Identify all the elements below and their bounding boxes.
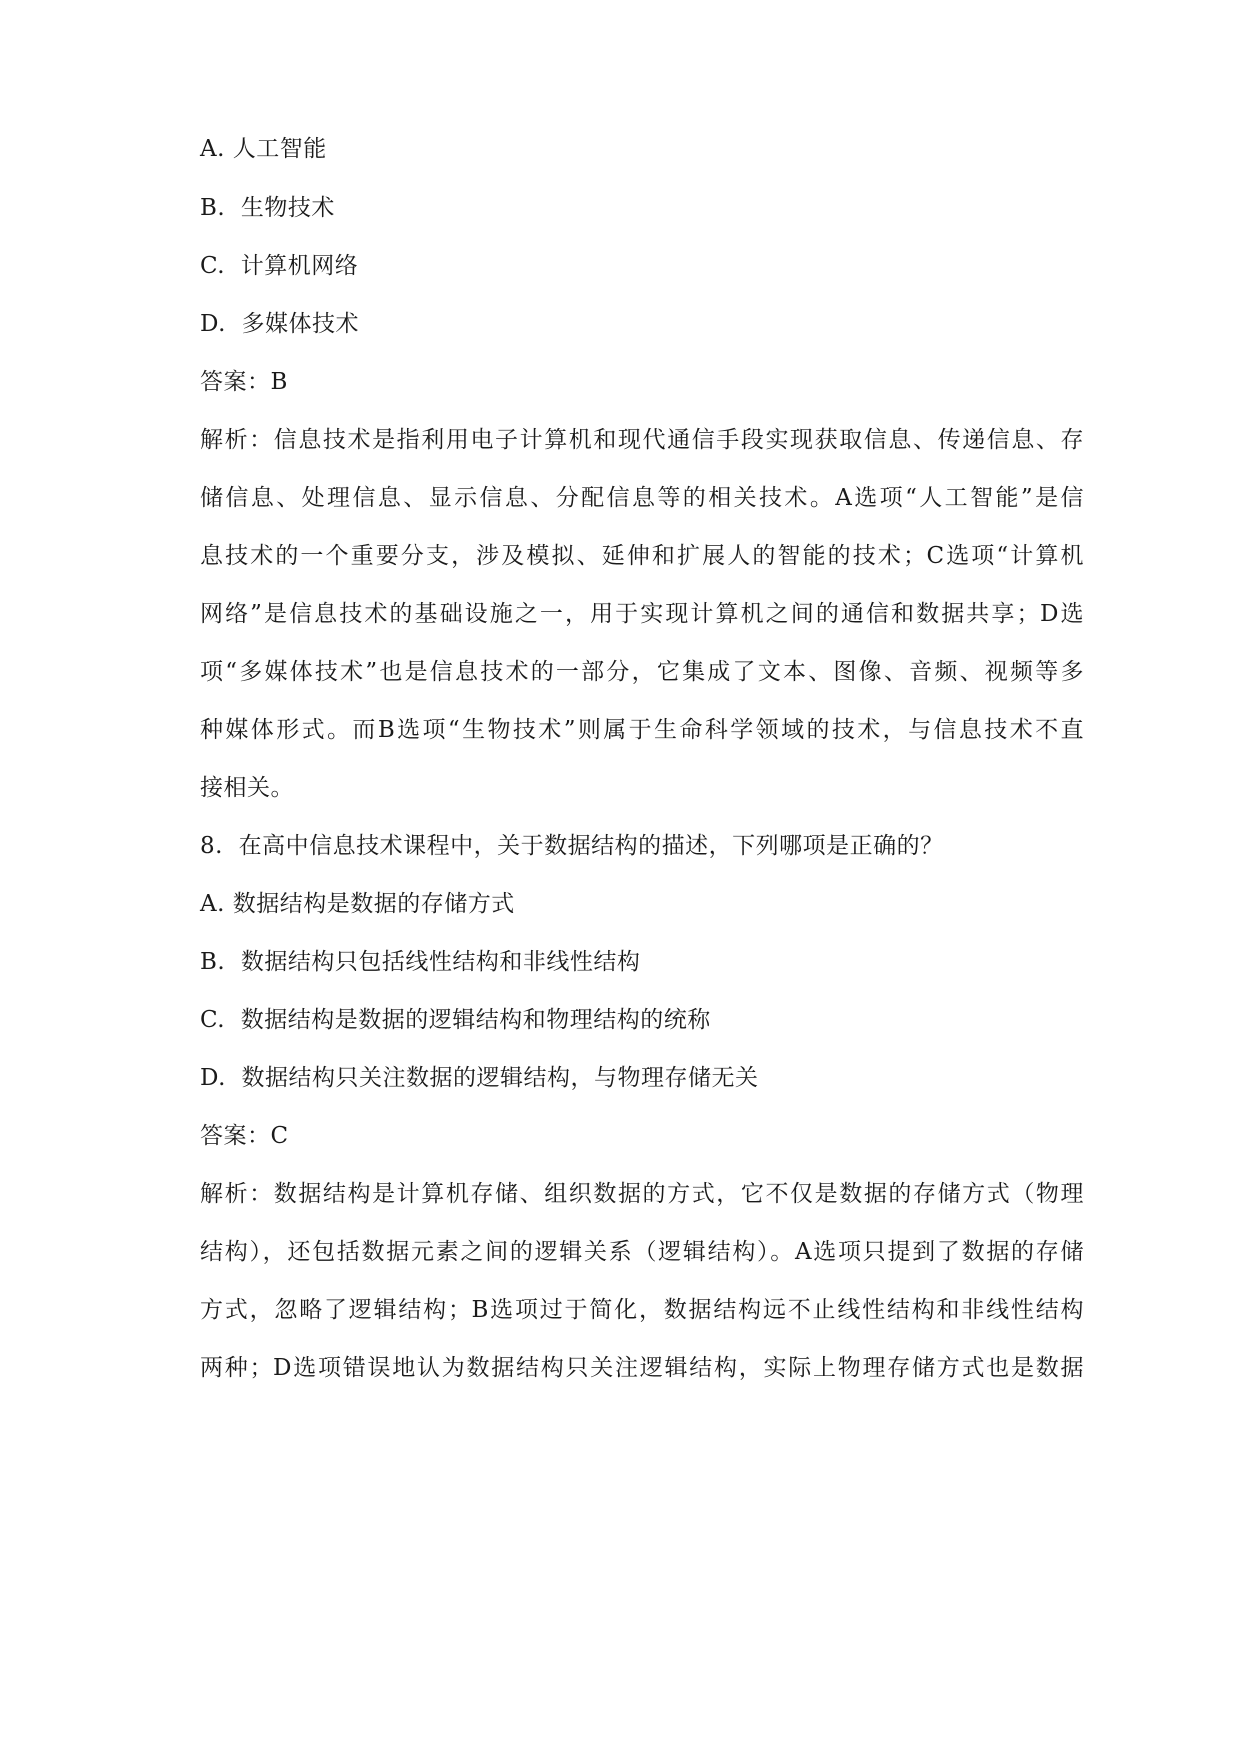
- q7-option-d: D. 多媒体技术: [200, 311, 360, 337]
- q7-analysis-line: 项“多媒体技术”也是信息技术的一部分，它集成了文本、图像、音频、视频等多: [200, 659, 1084, 685]
- q7-analysis-line: 网络”是信息技术的基础设施之一，用于实现计算机之间的通信和数据共享；D选: [200, 601, 1084, 627]
- q8-question: 8. 在高中信息技术课程中，关于数据结构的描述，下列哪项是正确的？: [200, 833, 944, 859]
- q8-analysis-line: 结构），还包括数据元素之间的逻辑关系（逻辑结构）。A选项只提到了数据的存储: [200, 1239, 1084, 1265]
- q7-answer: 答案：B: [200, 369, 288, 395]
- q7-analysis-line: 种媒体形式。而B选项“生物技术”则属于生命科学领域的技术，与信息技术不直: [200, 717, 1084, 743]
- q7-analysis-line: 接相关。: [200, 775, 294, 801]
- q7-option-a: A. 人工智能: [200, 136, 327, 162]
- q7-analysis-line: 息技术的一个重要分支，涉及模拟、延伸和扩展人的智能的技术；C选项“计算机: [200, 543, 1084, 569]
- q7-option-c: C. 计算机网络: [200, 253, 359, 279]
- q7-analysis-line: 储信息、处理信息、显示信息、分配信息等的相关技术。A选项“人工智能”是信: [200, 485, 1084, 511]
- q8-option-d: D. 数据结构只关注数据的逻辑结构，与物理存储无关: [200, 1065, 759, 1091]
- q8-analysis-line: 两种；D选项错误地认为数据结构只关注逻辑结构，实际上物理存储方式也是数据: [200, 1355, 1084, 1381]
- q8-option-b: B. 数据结构只包括线性结构和非线性结构: [200, 949, 641, 975]
- q7-analysis-line: 解析：信息技术是指利用电子计算机和现代通信手段实现获取信息、传递信息、存: [200, 427, 1084, 453]
- q7-option-b: B. 生物技术: [200, 195, 335, 221]
- q8-answer: 答案：C: [200, 1123, 289, 1149]
- q8-analysis-line: 方式，忽略了逻辑结构；B选项过于简化，数据结构远不止线性结构和非线性结构: [200, 1297, 1084, 1323]
- q8-option-c: C. 数据结构是数据的逻辑结构和物理结构的统称: [200, 1007, 711, 1033]
- q8-option-a: A. 数据结构是数据的存储方式: [200, 891, 515, 917]
- q8-analysis-line: 解析：数据结构是计算机存储、组织数据的方式，它不仅是数据的存储方式（物理: [200, 1181, 1084, 1207]
